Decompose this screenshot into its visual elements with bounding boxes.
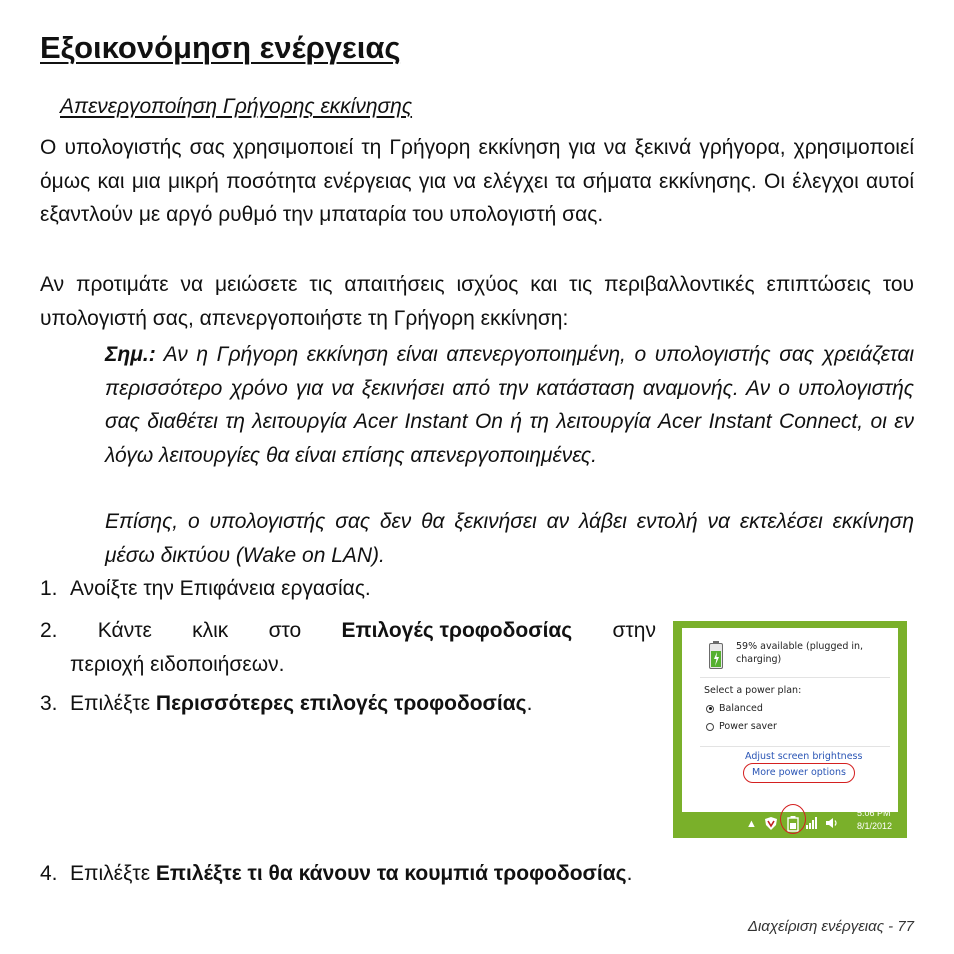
note-text: Αν η Γρήγορη εκκίνηση είναι απενεργοποιημένη, ο υπολογιστής σας χρειάζεται περισσότερο χρόνο για να ξεκινήσει από την κατάσταση αναμονής. Αν ο υπολογιστής σας διαθέτει τη λειτουργία Acer Instant On ή τη λειτουργία Acer Instant Connect, οι εν λόγω λειτουργίες θα είναι επίσης απενεργοποιημένες. [105, 343, 914, 467]
note-label: Σημ.: [105, 343, 156, 366]
section-subtitle: Απενεργοποίηση Γρήγορης εκκίνησης [60, 95, 413, 118]
step-text: Επιλέξτε [70, 692, 156, 715]
battery-status: 59% available (plugged in, charging) [736, 641, 864, 665]
radio-unselected[interactable] [706, 723, 714, 731]
divider [700, 677, 890, 678]
power-flyout-panel [682, 628, 898, 812]
step-2 [40, 614, 656, 681]
plan-option-power-saver[interactable]: Power saver [706, 721, 777, 732]
step-text-continued: περιοχή ειδοποιήσεων. [70, 652, 285, 676]
step-bold-term: Επιλέξτε τι θα κάνουν τα κουμπιά τροφοδοσίας [155, 862, 627, 885]
step-punct: . [626, 862, 633, 885]
adjust-brightness-link[interactable]: Adjust screen brightness [745, 751, 863, 762]
radio-selected[interactable] [706, 705, 714, 713]
step-1 [40, 572, 371, 606]
paragraph-recommendation: Αν προτιμάτε να μειώσετε τις απαιτήσεις ισχύος και τις περιβαλλοντικές επιπτώσεις του υπολογιστή σας, απενεργοποιήστε τη Γρήγορη εκκίνηση: [40, 273, 914, 330]
taskbar-clock[interactable]: 5:06 PM 8/1/2012 [857, 808, 893, 831]
network-signal-icon[interactable] [806, 817, 818, 832]
note-extra: Επίσης, ο υπολογιστής σας δεν θα ξεκινήσει αν λάβει εντολή να εκτελέσει εκκίνηση μέσω δικτύου (Wake on LAN). [105, 510, 914, 567]
step-number: 3. [40, 692, 58, 715]
step-bold-term: Περισσότερες επιλογές τροφοδοσίας [155, 692, 527, 715]
step-number: 1. [40, 577, 58, 600]
plan-option-balanced[interactable]: Balanced [706, 703, 763, 714]
step-text: Επιλέξτε [70, 862, 156, 885]
step-word: κλικ [192, 619, 229, 642]
step-4 [40, 857, 632, 891]
power-flyout-screenshot [673, 621, 907, 838]
more-power-options-link[interactable]: More power options [743, 763, 855, 783]
battery-charging-icon [709, 641, 723, 669]
page-footer: Διαχείριση ενέργειας - 77 [747, 918, 914, 935]
volume-icon[interactable] [826, 817, 838, 832]
power-plan-label: Select a power plan: [704, 685, 802, 696]
note-block [105, 338, 914, 472]
step-word: Κάντε [97, 619, 152, 642]
step-3 [40, 687, 532, 721]
tray-highlight-circle [780, 804, 806, 834]
step-punct: . [526, 692, 533, 715]
security-shield-icon[interactable] [765, 817, 777, 833]
step-number: 2. [40, 619, 58, 642]
step-word: στην [612, 619, 656, 642]
step-word: στο [268, 619, 302, 642]
paragraph-intro: Ο υπολογιστής σας χρησιμοποιεί τη Γρήγορη εκκίνηση για να ξεκινά γρήγορα, χρησιμοποιεί όμως και μια μικρή ποσότητα ενέργειας για να ελέγχει τα σήματα εκκίνησης. Οι έλεγχοι αυτοί εξαντλούν με αργό ρυθμό την μπαταρία του υπολογιστή σας. [40, 136, 914, 226]
step-bold-term: Επιλογές τροφοδοσίας [341, 619, 573, 642]
divider [700, 746, 890, 747]
show-hidden-icons-icon[interactable]: ▲ [746, 818, 757, 830]
step-number: 4. [40, 862, 58, 885]
page-title: Εξοικονόμηση ενέργειας [40, 30, 401, 65]
step-text: Ανοίξτε την Επιφάνεια εργασίας. [70, 577, 371, 600]
